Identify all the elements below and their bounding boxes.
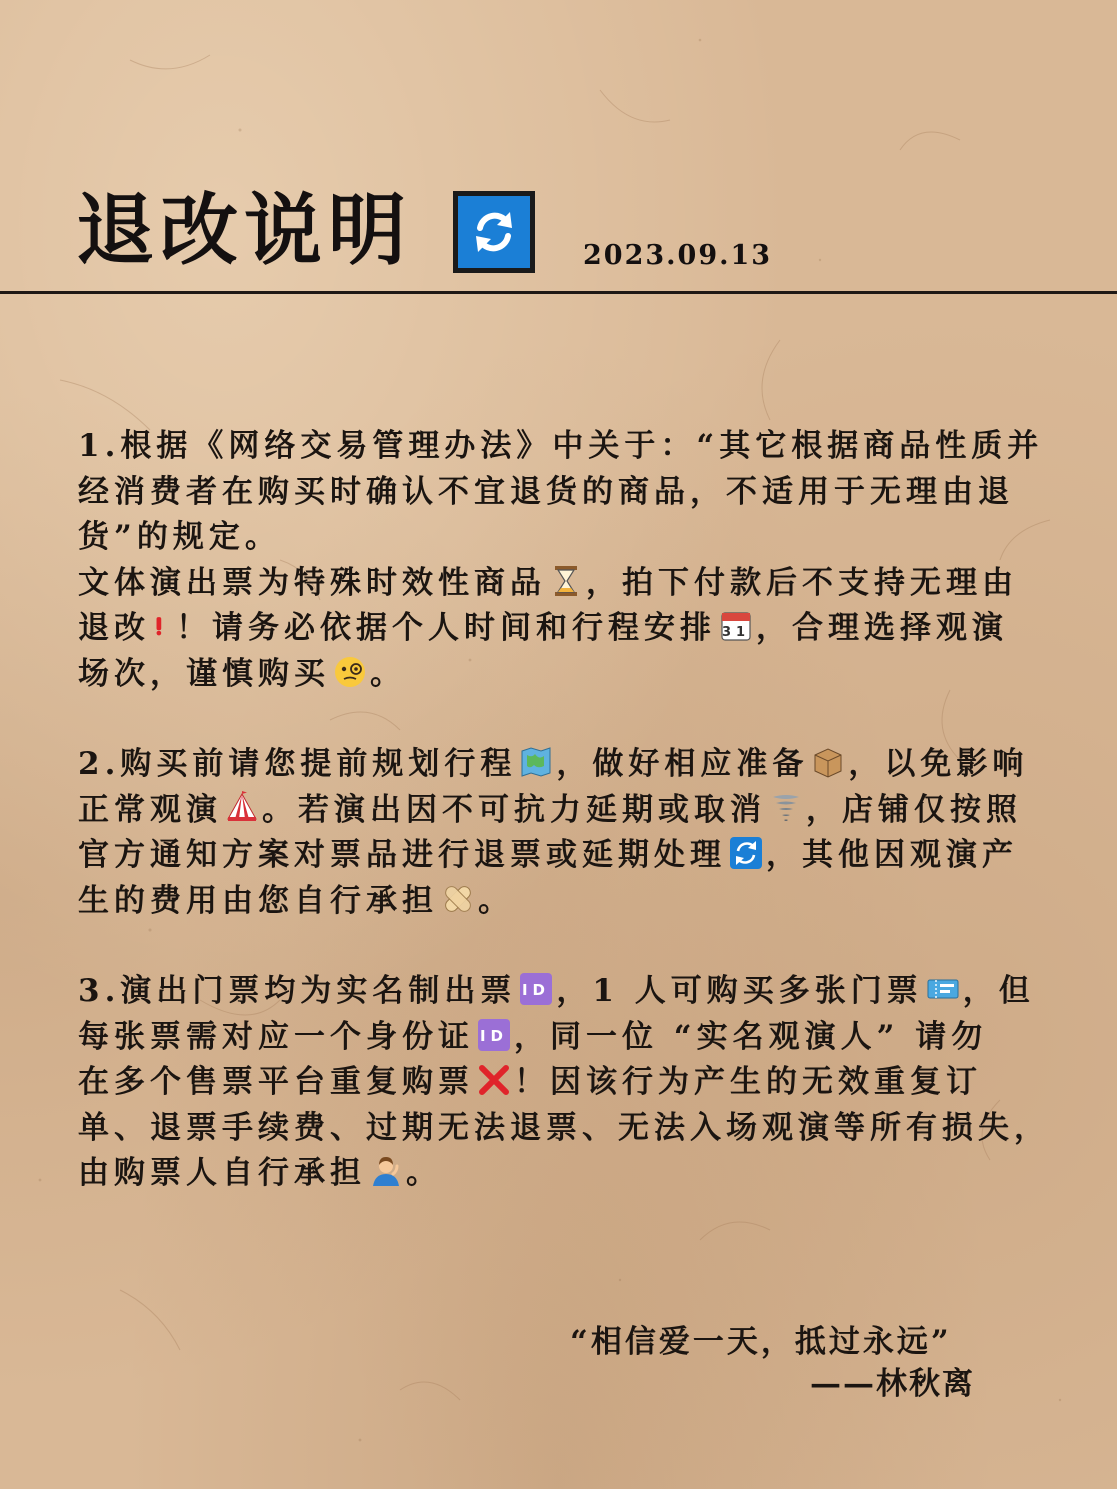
text-segment: ！请务必依据个人时间和行程安排 (176, 610, 716, 646)
exclamation-icon (153, 609, 173, 643)
text-segment: 官方通知方案对票品进行退票或延期处理 (78, 837, 726, 873)
text-segment: ，拍下付款后不支持无理由 (586, 564, 1018, 601)
bandage-icon (441, 882, 475, 916)
text-segment: 。 (370, 655, 406, 692)
text-segment: 。若演出因不可抗力延期或取消 (262, 791, 766, 828)
text-segment: ，合理选择观演 (756, 610, 1008, 646)
svg-text:31: 31 (721, 625, 751, 640)
paragraph-1-notice (78, 561, 1044, 698)
paragraph-2 (78, 742, 1044, 924)
text-segment: ，同一位 “实名观演人” 请勿 (514, 1018, 988, 1055)
text-segment: 正常观演 (78, 791, 222, 828)
map-icon (519, 745, 553, 779)
text-line: 1.根据《网络交易管理办法》中关于：“其它根据商品性质并 (78, 428, 1044, 464)
text-segment: ！因该行为产生的无效重复订 (514, 1064, 982, 1100)
paragraph-3 (78, 969, 1050, 1197)
text-segment: ，1 人可购买多张门票 (556, 973, 923, 1009)
text-line: 货”的规定。 (78, 519, 281, 555)
person-icon (369, 1154, 403, 1188)
package-icon (811, 745, 845, 779)
monocle-face-icon (333, 655, 367, 689)
id-icon (519, 972, 553, 1006)
refresh-icon (729, 836, 763, 870)
text-segment: 由购票人自行承担 (78, 1155, 366, 1191)
footer-author: ——林秋离 (810, 1366, 975, 1402)
content (78, 424, 1050, 1242)
text-segment: ，但 (962, 973, 1035, 1009)
text-segment: 在多个售票平台重复购票 (78, 1064, 474, 1100)
refresh-icon (453, 191, 535, 273)
cross-mark-icon (477, 1063, 511, 1097)
text-segment: ，店铺仅按照 (806, 791, 1022, 828)
text-line: 单、退票手续费、过期无法退票、无法入场观演等所有损失， (78, 1109, 1050, 1146)
text-line: 经消费者在购买时确认不宜退货的商品，不适用于无理由退 (78, 473, 1014, 510)
text-segment: 2.购买前请您提前规划行程 (78, 746, 517, 782)
id-icon (477, 1018, 511, 1052)
tornado-icon (769, 791, 803, 825)
date: 2023.09.13 (583, 240, 773, 271)
paragraph-1 (78, 424, 1044, 561)
circus-tent-icon (225, 791, 259, 825)
text-segment: ，以免影响 (848, 746, 1029, 782)
header-divider (0, 291, 1117, 294)
calendar-icon (719, 609, 753, 643)
footer-quote: “相信爱一天，抵过永远” (570, 1324, 952, 1360)
text-segment: 文体演出票为特殊时效性商品 (78, 564, 546, 601)
text-segment: ，做好相应准备 (556, 746, 809, 782)
text-segment: 。 (406, 1155, 442, 1191)
text-segment: ，其他因观演产 (766, 837, 1018, 873)
text-segment: 。 (478, 882, 514, 919)
text-segment: 场次，谨慎购买 (78, 655, 330, 692)
page-title: 退改说明 (76, 185, 413, 276)
text-segment: 生的费用由您自行承担 (78, 882, 438, 919)
svg-text:ID: ID (479, 1026, 509, 1045)
hourglass-icon (549, 564, 583, 598)
svg-text:ID: ID (522, 981, 551, 999)
text-segment: 3.演出门票均为实名制出票 (78, 973, 517, 1009)
header (0, 0, 1117, 300)
text-segment: 每张票需对应一个身份证 (78, 1018, 474, 1055)
text-segment: 退改 (78, 610, 150, 646)
ticket-icon (926, 972, 960, 1006)
